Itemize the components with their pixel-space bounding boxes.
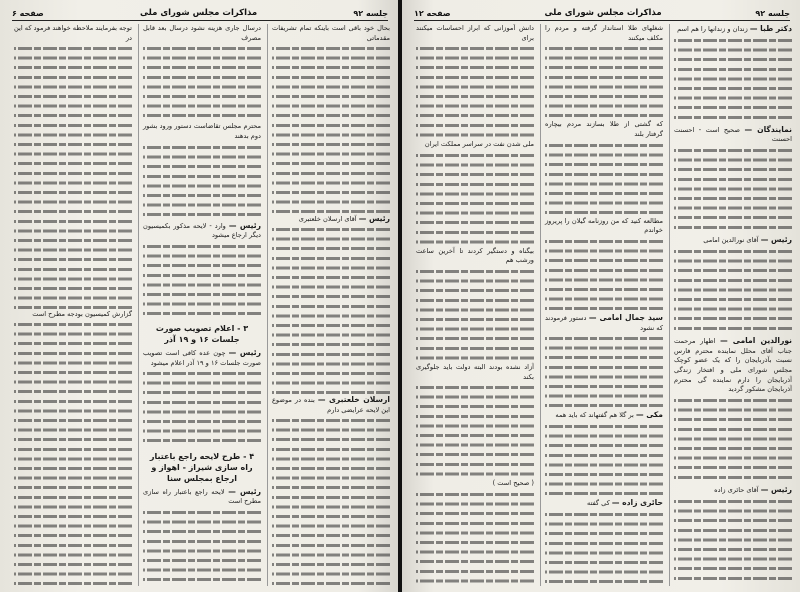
paragraph-text: آزاد نشده بودند البته دولت باید جلوگیری بکند	[416, 363, 534, 381]
session-number: جلسه ۹۲	[755, 8, 790, 18]
paragraph	[674, 485, 792, 496]
paragraph	[416, 24, 534, 43]
paragraph-text: ( صحیح است )	[492, 479, 534, 488]
speaker-name: ارسلان خلعتبری —	[317, 395, 390, 405]
illegible-text-block	[545, 44, 663, 120]
paragraph-text: بنده در موضوع این لایحه عرایضی دارم	[272, 396, 390, 414]
paragraph-text: وارد - لایحه مذکور بکمیسیون دیگر ارجاع میشود	[143, 221, 261, 240]
paragraph-text: گزارش کمیسیون بودجه مطرح است	[32, 309, 132, 318]
speaker-name: دکتر طبا —	[749, 24, 792, 33]
paragraph-text: آقای نورالدین امامی	[703, 236, 759, 245]
paragraph	[674, 125, 792, 145]
illegible-text-block	[14, 320, 132, 586]
paragraph	[674, 235, 792, 246]
illegible-text-block	[143, 242, 261, 320]
text-columns	[412, 24, 792, 586]
paragraph-text: دانش آموزانی که ابراز احساسات میکنند برای	[416, 24, 534, 42]
paragraph-text: چون عده کافی است تصویب صورت جلسات ۱۶ و ۱۹ آذر اعلام میشود	[143, 349, 261, 367]
text-column	[10, 24, 132, 586]
paragraph-text: صحیح است - احسنت احسنت	[674, 125, 792, 144]
paragraph	[416, 479, 534, 489]
paragraph	[143, 221, 261, 241]
illegible-text-block	[272, 225, 390, 395]
paragraph-text: آقای حائری زاده	[714, 486, 759, 495]
speaker-name: سید جمال امامی —	[588, 313, 663, 323]
illegible-text-block	[416, 490, 534, 586]
paragraph-text: لایحه راجع باعتبار راه سازی مطرح است	[143, 487, 261, 506]
illegible-text-block	[416, 44, 534, 140]
illegible-text-block	[545, 422, 663, 498]
text-column	[669, 24, 792, 586]
paragraph	[545, 410, 663, 421]
paragraph	[674, 336, 792, 395]
paragraph	[416, 363, 534, 382]
illegible-text-block	[674, 146, 792, 235]
illegible-text-block	[143, 369, 261, 447]
paragraph	[416, 140, 534, 150]
text-column	[138, 24, 261, 586]
section-heading: ۴ - طرح لایحه راجع باعتبار راه سازی شیراز - اهواز و ارجاع بمجلس سنا	[149, 451, 255, 483]
publication-title: مذاکرات مجلس شورای ملی	[140, 8, 258, 18]
illegible-text-block	[416, 267, 534, 363]
paragraph	[545, 24, 663, 43]
paragraph	[143, 122, 261, 141]
illegible-text-block	[545, 237, 663, 313]
illegible-text-block	[674, 247, 792, 336]
paragraph	[14, 310, 132, 320]
speaker-name: رئیس —	[760, 235, 792, 245]
paragraph-text: بحال خود باقی است باینکه تمام تشریفات مقدماتی	[272, 24, 390, 42]
speaker-name: مکی —	[635, 410, 663, 420]
paragraph-text: توجه بفرمایند ملاحظه خواهند فرمود که این در	[14, 24, 132, 42]
session-number: جلسه ۹۲	[353, 8, 388, 18]
illegible-text-block	[674, 396, 792, 485]
illegible-text-block	[674, 36, 792, 125]
paragraph-text: مطالعه کنید که من روزنامه گیلان را پریروز خواندم	[545, 216, 663, 235]
speaker-name: حائری زاده —	[611, 498, 663, 508]
paragraph-text: دستور فرمودند که نشود	[545, 314, 663, 332]
paragraph	[545, 498, 663, 509]
paragraph	[272, 395, 390, 415]
right-page	[402, 0, 800, 592]
illegible-text-block	[416, 383, 534, 479]
page-header	[12, 6, 388, 21]
paragraph	[416, 247, 534, 266]
page-number: صفحه ۱۲	[414, 8, 451, 18]
illegible-text-block	[143, 143, 261, 221]
publication-title: مذاکرات مجلس شورای ملی	[544, 8, 662, 18]
paragraph-text: آقای ارسلان خلعتبری	[298, 214, 357, 223]
illegible-text-block	[674, 497, 792, 586]
page-number: صفحه ۶	[12, 8, 44, 18]
paragraph	[674, 24, 792, 35]
paragraph-text: بر گلا هم گفتهاند که باید همه	[555, 411, 634, 420]
paragraph-text: شغلهای طلا استاندار گرفته و مردم را مکلف میکنند	[545, 24, 663, 42]
paragraph-text: ملی شدن نفت در سراسر مملکت ایران	[424, 140, 534, 149]
paragraph	[143, 487, 261, 507]
text-columns	[10, 24, 390, 586]
paragraph	[14, 24, 132, 43]
paragraph-text: بیگناه و دستگیر کردند تا آخرین ساعت ورشب هم	[416, 246, 534, 265]
text-column	[267, 24, 390, 586]
paragraph-text: اظهار مرحمت جناب آقای محلل نماینده محترم فارس نسبت بآذربایجان را که یک عضو کوچک مجلس شورای ملی و افتخار زندگی آذربایجان را دارم نماینده گی محترم آذربایجان مشکور گردید	[674, 337, 792, 394]
paragraph-text: محترم مجلس تقاضاست دستور ورود بشور دوم بدهند	[143, 122, 261, 140]
paragraph	[143, 24, 261, 43]
speaker-name: رئیس —	[760, 485, 792, 495]
paragraph	[545, 120, 663, 139]
paragraph	[272, 24, 390, 43]
illegible-text-block	[416, 151, 534, 247]
speaker-name: نمایندگان —	[744, 124, 792, 134]
paragraph	[272, 214, 390, 225]
illegible-text-block	[14, 44, 132, 310]
illegible-text-block	[143, 508, 261, 586]
illegible-text-block	[545, 141, 663, 217]
illegible-text-block	[143, 44, 261, 122]
speaker-name: رئیس —	[228, 486, 261, 496]
paragraph-text: که گشتی از طلا بسازند مردم بیچاره گرفتار بلند	[545, 120, 663, 138]
left-page	[0, 0, 398, 592]
paragraph-text: درسال جاری هزینه نشود درسال بعد قابل مصرف	[143, 24, 261, 42]
speaker-name: رئیس —	[228, 348, 261, 358]
illegible-text-block	[272, 44, 390, 214]
section-heading: ۳ - اعلام تصویب صورت جلسات ۱۶ و ۱۹ آذر	[155, 324, 249, 345]
paragraph-text: زندان و زندانها را هم اسم	[677, 25, 748, 33]
text-column	[540, 24, 663, 586]
paragraph	[545, 313, 663, 333]
paragraph	[143, 348, 261, 368]
speaker-name: نورالدین امامی —	[720, 336, 792, 346]
illegible-text-block	[272, 416, 390, 586]
speaker-name: رئیس —	[358, 213, 390, 223]
page-header	[414, 6, 790, 21]
paragraph	[545, 217, 663, 236]
text-column	[412, 24, 534, 586]
illegible-text-block	[545, 334, 663, 410]
speaker-name: رئیس —	[228, 220, 261, 230]
paragraph-text: کی گفته	[587, 499, 610, 508]
illegible-text-block	[545, 510, 663, 586]
